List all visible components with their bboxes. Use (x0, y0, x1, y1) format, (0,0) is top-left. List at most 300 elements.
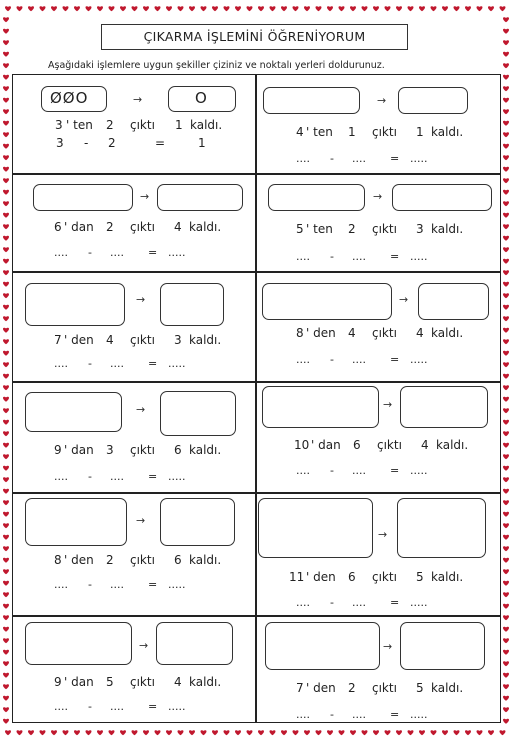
start-shape-box[interactable] (33, 184, 133, 211)
heart-icon (86, 6, 92, 11)
arrow-icon: → (383, 640, 393, 653)
blank-minuend[interactable]: .... (54, 357, 68, 370)
heart-icon (362, 6, 368, 11)
heart-icon (503, 638, 509, 643)
blank-result[interactable]: ..... (168, 578, 186, 591)
minus-sign: - (88, 357, 92, 370)
heart-icon (63, 730, 69, 735)
heart-icon (293, 6, 299, 11)
heart-icon (304, 730, 310, 735)
equals-sign: = (390, 152, 400, 165)
heart-icon (3, 592, 9, 597)
heart-icon (503, 592, 509, 597)
heart-icon (132, 6, 138, 11)
heart-icon (247, 6, 253, 11)
remaining-number: 4 (421, 438, 429, 452)
heart-icon (454, 730, 460, 735)
arrow-icon: → (136, 293, 146, 306)
heart-icon (17, 730, 23, 735)
heart-icon (3, 385, 9, 390)
heart-icon (86, 730, 92, 735)
start-shape-box[interactable] (25, 392, 122, 432)
heart-icon (477, 730, 483, 735)
heart-icon (178, 730, 184, 735)
heart-icon (396, 730, 402, 735)
heart-icon (304, 6, 310, 11)
taken-word: çıktı (372, 125, 397, 139)
heart-icon (3, 17, 9, 22)
suffix: ' dan (64, 675, 94, 689)
grid-divider (12, 271, 501, 273)
heart-icon (109, 6, 115, 11)
heart-icon (270, 730, 276, 735)
page-title: ÇIKARMA İŞLEMİNİ ÖĞRENİYORUM (101, 24, 408, 50)
suffix: ' ten (306, 125, 333, 139)
remaining-number: 3 (174, 333, 182, 347)
start-number: 8 (54, 553, 62, 567)
heart-icon (3, 466, 9, 471)
heart-icon (212, 6, 218, 11)
heart-icon (3, 270, 9, 275)
taken-word: çıktı (130, 333, 155, 347)
heart-icon (28, 730, 34, 735)
heart-icon (63, 6, 69, 11)
heart-icon (503, 431, 509, 436)
start-shape-box[interactable] (265, 622, 380, 670)
suffix: ' den (306, 326, 336, 340)
heart-icon (3, 696, 9, 701)
equals-sign: = (148, 578, 158, 591)
taken-word: çıktı (372, 681, 397, 695)
heart-icon (503, 627, 509, 632)
start-shape-box (41, 86, 107, 112)
blank-minuend[interactable]: .... (296, 152, 310, 165)
minus-sign: - (84, 136, 89, 150)
heart-icon (247, 730, 253, 735)
heart-icon (3, 627, 9, 632)
heart-icon (503, 696, 509, 701)
taken-word: çıktı (372, 326, 397, 340)
heart-icon (316, 6, 322, 11)
heart-icon (3, 98, 9, 103)
heart-icon (3, 397, 9, 402)
start-number: 4 (296, 125, 304, 139)
start-shape-box[interactable] (25, 283, 125, 326)
blank-minuend[interactable]: .... (296, 464, 310, 477)
minus-sign: - (88, 700, 92, 713)
heart-icon (503, 454, 509, 459)
heart-icon (3, 661, 9, 666)
blank-minuend[interactable]: .... (296, 353, 310, 366)
heart-icon (97, 6, 103, 11)
heart-icon (503, 535, 509, 540)
blank-result[interactable]: ..... (168, 700, 186, 713)
start-shape-box[interactable] (25, 498, 127, 546)
heart-icon (503, 282, 509, 287)
result-shape-box[interactable] (397, 498, 486, 558)
heart-icon (270, 6, 276, 11)
remaining-word: kaldı. (431, 222, 464, 236)
result-shape-box[interactable] (157, 184, 243, 211)
heart-icon (408, 730, 414, 735)
heart-icon (503, 201, 509, 206)
blank-subtrahend[interactable]: .... (110, 357, 124, 370)
equals-sign: = (155, 136, 166, 150)
result-shape-box[interactable] (160, 498, 235, 546)
suffix: ' ten (306, 222, 333, 236)
blank-minuend[interactable]: .... (54, 700, 68, 713)
heart-icon (258, 6, 264, 11)
heart-icon (503, 362, 509, 367)
heart-icon (3, 638, 9, 643)
heart-icon (235, 6, 241, 11)
result-shape-box[interactable] (398, 87, 468, 114)
heart-icon (293, 730, 299, 735)
equals-sign: = (390, 250, 400, 263)
heart-icon (316, 730, 322, 735)
remaining-number: 5 (416, 570, 424, 584)
heart-icon (362, 730, 368, 735)
heart-icon (477, 6, 483, 11)
blank-subtrahend[interactable]: .... (352, 708, 366, 721)
taken-word: çıktı (130, 675, 155, 689)
start-number: 9 (54, 443, 62, 457)
blank-subtrahend[interactable]: .... (352, 464, 366, 477)
result-shape-box[interactable] (400, 622, 485, 670)
heart-icon (350, 6, 356, 11)
heart-icon (503, 443, 509, 448)
result-shape-box[interactable] (156, 622, 233, 665)
suffix: ' dan (64, 220, 94, 234)
arrow-icon: → (383, 398, 393, 411)
heart-icon (488, 6, 494, 11)
heart-icon (3, 190, 9, 195)
taken-number: 1 (348, 125, 356, 139)
suffix: ' den (64, 553, 94, 567)
taken-number: 4 (348, 326, 356, 340)
start-number: 6 (54, 220, 62, 234)
heart-icon (503, 316, 509, 321)
equals-sign: = (390, 353, 400, 366)
heart-icon (503, 75, 509, 80)
heart-icon (442, 730, 448, 735)
minus-sign: - (88, 246, 92, 259)
heart-icon (503, 17, 509, 22)
heart-icon (166, 730, 172, 735)
arrow-icon: → (136, 403, 146, 416)
heart-icon (503, 489, 509, 494)
minus-sign: - (88, 578, 92, 591)
taken-word: çıktı (377, 438, 402, 452)
arrow-icon: → (133, 93, 143, 106)
heart-icon (3, 512, 9, 517)
heart-icon (3, 374, 9, 379)
heart-icon (40, 730, 46, 735)
heart-icon (503, 420, 509, 425)
start-shape-box[interactable] (258, 498, 373, 558)
heart-icon (3, 558, 9, 563)
heart-icon (503, 512, 509, 517)
start-shape-box[interactable] (263, 87, 360, 114)
taken-number: 2 (348, 681, 356, 695)
heart-icon (224, 6, 230, 11)
equation-result: 1 (198, 136, 206, 150)
heart-icon (503, 236, 509, 241)
heart-icon (454, 6, 460, 11)
heart-icon (488, 730, 494, 735)
heart-icon (3, 109, 9, 114)
arrow-icon: → (136, 514, 146, 527)
minus-sign: - (330, 596, 334, 609)
heart-icon (503, 408, 509, 413)
blank-minuend[interactable]: .... (54, 246, 68, 259)
result-shape-box[interactable] (418, 283, 489, 320)
arrow-icon: → (140, 190, 150, 203)
heart-icon (503, 569, 509, 574)
heart-icon (3, 339, 9, 344)
heart-icon (3, 144, 9, 149)
heart-icon (3, 29, 9, 34)
heart-icon (3, 443, 9, 448)
taken-number: 2 (348, 222, 356, 236)
result-shape-box (168, 86, 236, 112)
heart-icon (51, 6, 57, 11)
blank-result[interactable]: ..... (410, 708, 428, 721)
taken-number: 6 (353, 438, 361, 452)
heart-icon (503, 293, 509, 298)
heart-icon (3, 546, 9, 551)
blank-result[interactable]: ..... (410, 353, 428, 366)
heart-icon (3, 569, 9, 574)
taken-word: çıktı (372, 570, 397, 584)
heart-icon (281, 6, 287, 11)
suffix: ' ten (66, 118, 93, 132)
heart-icon (3, 316, 9, 321)
suffix: ' dan (311, 438, 341, 452)
heart-icon (3, 477, 9, 482)
suffix: ' dan (64, 443, 94, 457)
heart-icon (3, 523, 9, 528)
blank-subtrahend[interactable]: .... (352, 250, 366, 263)
start-shape-box[interactable] (268, 184, 365, 211)
heart-icon (503, 86, 509, 91)
start-number: 8 (296, 326, 304, 340)
heart-icon (3, 40, 9, 45)
heart-icon (503, 63, 509, 68)
taken-number: 6 (348, 570, 356, 584)
heart-icon (3, 52, 9, 57)
remaining-word: kaldı. (431, 681, 464, 695)
heart-icon (3, 213, 9, 218)
start-number: 7 (54, 333, 62, 347)
heart-icon (500, 730, 506, 735)
result-shape-box[interactable] (400, 386, 488, 428)
heart-icon (3, 63, 9, 68)
equals-sign: = (390, 464, 400, 477)
heart-icon (503, 339, 509, 344)
arrow-icon: → (378, 528, 388, 541)
heart-icon (503, 52, 509, 57)
heart-icon (3, 155, 9, 160)
heart-icon (3, 121, 9, 126)
heart-icon (503, 477, 509, 482)
blank-subtrahend[interactable]: .... (352, 152, 366, 165)
result-shape-box[interactable] (160, 391, 236, 436)
arrow-icon: → (399, 293, 409, 306)
heart-icon (503, 259, 509, 264)
arrow-icon: → (377, 94, 387, 107)
heart-icon (3, 650, 9, 655)
heart-icon (3, 75, 9, 80)
heart-icon (408, 6, 414, 11)
drawn-circles: ØØO (50, 89, 89, 107)
result-shape-box[interactable] (160, 283, 224, 326)
heart-icon (189, 730, 195, 735)
heart-icon (503, 466, 509, 471)
blank-minuend[interactable]: .... (296, 708, 310, 721)
taken-word: çıktı (130, 443, 155, 457)
heart-icon (3, 707, 9, 712)
heart-icon (3, 328, 9, 333)
heart-icon (465, 6, 471, 11)
heart-icon (385, 6, 391, 11)
heart-icon (3, 224, 9, 229)
heart-icon (201, 6, 207, 11)
heart-icon (327, 6, 333, 11)
heart-icon (258, 730, 264, 735)
suffix: ' den (306, 681, 336, 695)
blank-result[interactable]: ..... (410, 596, 428, 609)
blank-result[interactable]: ..... (168, 246, 186, 259)
heart-icon (503, 190, 509, 195)
heart-icon (3, 719, 9, 724)
blank-minuend[interactable]: .... (54, 470, 68, 483)
heart-icon (3, 305, 9, 310)
grid-divider-vertical (255, 74, 257, 723)
equals-sign: = (148, 357, 158, 370)
equals-sign: = (148, 470, 158, 483)
start-number: 10 (294, 438, 310, 452)
result-shape-box[interactable] (392, 184, 492, 211)
heart-icon (51, 730, 57, 735)
heart-icon (503, 615, 509, 620)
heart-icon (431, 6, 437, 11)
start-shape-box[interactable] (262, 386, 379, 428)
heart-icon (503, 155, 509, 160)
heart-icon (3, 178, 9, 183)
start-shape-box[interactable] (25, 622, 132, 665)
blank-result[interactable]: ..... (410, 152, 428, 165)
start-number: 3 (55, 118, 63, 132)
heart-icon (503, 604, 509, 609)
blank-minuend[interactable]: .... (296, 250, 310, 263)
heart-icon (3, 86, 9, 91)
remaining-number: 6 (174, 443, 182, 457)
grid-divider (12, 381, 501, 383)
heart-icon (3, 500, 9, 505)
blank-result[interactable]: ..... (410, 464, 428, 477)
heart-icon (3, 293, 9, 298)
blank-subtrahend[interactable]: .... (110, 470, 124, 483)
heart-icon (3, 247, 9, 252)
heart-icon (3, 351, 9, 356)
remaining-number: 4 (174, 675, 182, 689)
heart-icon (132, 730, 138, 735)
remaining-word: kaldı. (190, 118, 223, 132)
heart-icon (3, 684, 9, 689)
heart-icon (503, 224, 509, 229)
heart-icon (201, 730, 207, 735)
grid-divider (12, 615, 501, 617)
heart-icon (442, 6, 448, 11)
equals-sign: = (148, 246, 158, 259)
heart-icon (143, 730, 149, 735)
heart-icon (503, 661, 509, 666)
remaining-number: 1 (416, 125, 424, 139)
heart-icon (503, 328, 509, 333)
heart-icon (465, 730, 471, 735)
heart-icon (396, 6, 402, 11)
start-number: 5 (296, 222, 304, 236)
blank-result[interactable]: ..... (168, 357, 186, 370)
grid-divider (12, 173, 501, 175)
heart-icon (503, 581, 509, 586)
equation-minuend: 3 (56, 136, 64, 150)
heart-icon (3, 167, 9, 172)
blank-minuend[interactable]: .... (296, 596, 310, 609)
heart-icon (419, 730, 425, 735)
heart-icon (178, 6, 184, 11)
suffix: ' den (306, 570, 336, 584)
start-number: 11 (289, 570, 305, 584)
remaining-number: 4 (416, 326, 424, 340)
taken-word: çıktı (130, 553, 155, 567)
heart-icon (503, 132, 509, 137)
heart-icon (503, 109, 509, 114)
heart-icon (3, 615, 9, 620)
remaining-number: 5 (416, 681, 424, 695)
blank-subtrahend[interactable]: .... (110, 578, 124, 591)
taken-number: 2 (106, 553, 114, 567)
heart-icon (327, 730, 333, 735)
blank-subtrahend[interactable]: .... (110, 246, 124, 259)
blank-result[interactable]: ..... (168, 470, 186, 483)
heart-icon (155, 730, 161, 735)
heart-icon (3, 581, 9, 586)
minus-sign: - (330, 250, 334, 263)
heart-icon (166, 6, 172, 11)
heart-icon (503, 213, 509, 218)
taken-number: 2 (106, 220, 114, 234)
taken-word: çıktı (130, 220, 155, 234)
remaining-number: 3 (416, 222, 424, 236)
heart-icon (3, 454, 9, 459)
blank-subtrahend[interactable]: .... (110, 700, 124, 713)
heart-icon (281, 730, 287, 735)
remaining-word: kaldı. (189, 553, 222, 567)
heart-icon (373, 730, 379, 735)
blank-subtrahend[interactable]: .... (352, 353, 366, 366)
heart-icon (500, 6, 506, 11)
heart-icon (373, 6, 379, 11)
remaining-word: kaldı. (189, 220, 222, 234)
heart-icon (5, 6, 11, 11)
heart-icon (503, 397, 509, 402)
blank-result[interactable]: ..... (410, 250, 428, 263)
blank-minuend[interactable]: .... (54, 578, 68, 591)
start-shape-box[interactable] (262, 283, 392, 320)
blank-subtrahend[interactable]: .... (352, 596, 366, 609)
